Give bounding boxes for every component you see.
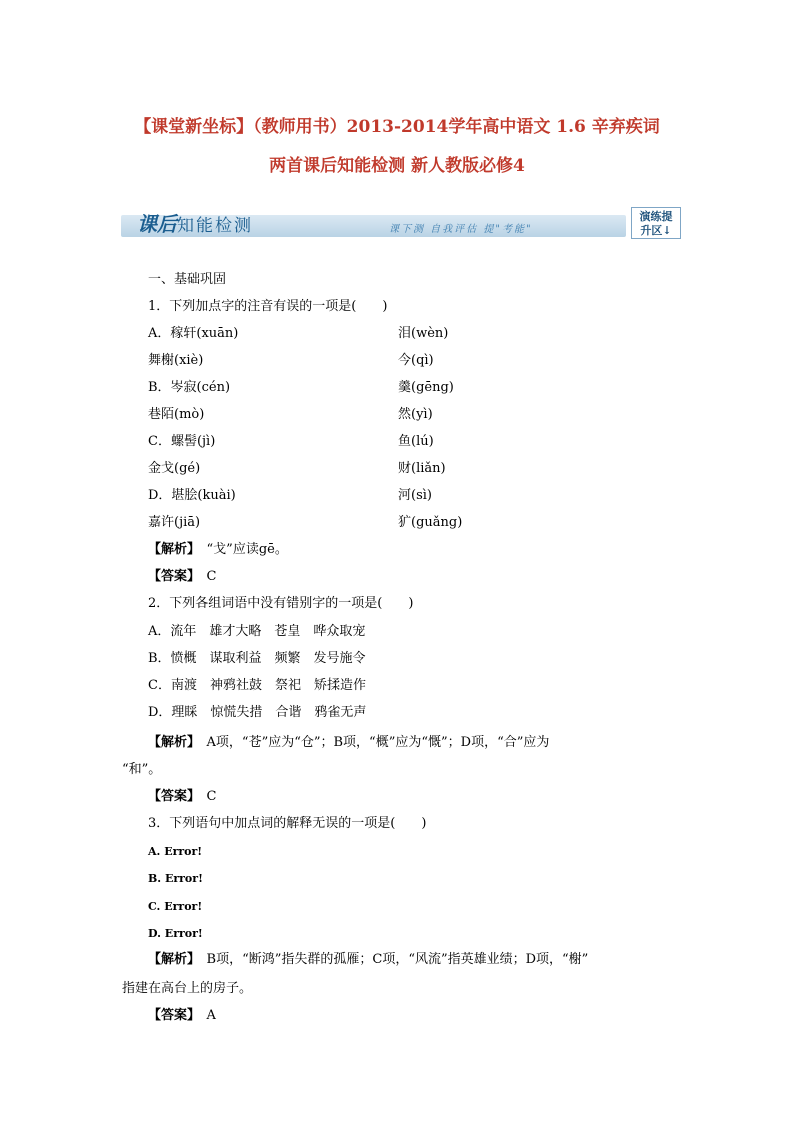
analysis-label: 【解析】 xyxy=(148,735,194,750)
analysis-label: 【解析】 xyxy=(148,542,194,557)
answer-value: A xyxy=(206,1008,216,1023)
q1-row-1-left: A．稼轩(xuān) xyxy=(148,326,239,341)
q2-option-c: C．南渡 神鸦社鼓 祭祀 矫揉造作 xyxy=(148,678,366,693)
answer-value: C xyxy=(206,789,217,804)
q3-analysis xyxy=(148,951,588,969)
q1-row-7-left: D．堪脍(kuài) xyxy=(148,488,236,503)
section-banner xyxy=(121,207,681,241)
banner-heading xyxy=(137,207,253,241)
document-title-line-1: 【课堂新坐标】（教师用书）2013-2014学年高中语文 1.6 辛弃疾词 xyxy=(134,117,660,137)
q2-answer xyxy=(148,788,216,806)
q3-answer xyxy=(148,1007,216,1025)
q1-row-3-right: 羹(gēng) xyxy=(398,380,454,395)
q2-stem: 2．下列各组词语中没有错别字的一项是( ) xyxy=(148,596,414,611)
answer-label: 【答案】 xyxy=(148,1008,194,1023)
q3-stem: 3．下列语句中加点词的解释无误的一项是( ) xyxy=(148,816,427,831)
banner-heading-big: 课后 xyxy=(137,212,177,236)
q1-row-4-right: 然(yì) xyxy=(398,407,433,422)
q1-row-5-right: 鱼(lú) xyxy=(398,434,434,449)
q1-stem: 1．下列加点字的注音有误的一项是( ) xyxy=(148,299,388,314)
banner-badge-line-2: 升区 xyxy=(640,224,663,237)
q2-option-b: B．愤概 谋取利益 频繁 发号施令 xyxy=(148,651,366,666)
q1-row-7-right: 河(sì) xyxy=(398,488,432,503)
analysis-text: A项，“苍”应为“仓”；B项，“概”应为“慨”；D项，“合”应为 xyxy=(206,735,550,750)
analysis-text: “戈”应读gē。 xyxy=(206,542,288,557)
q3-option-d: D. Error! xyxy=(148,927,203,940)
q1-row-8-left: 嘉许(jiā) xyxy=(148,515,201,530)
answer-value: C xyxy=(206,569,217,584)
banner-subtitle: 课下测 自我评估 提"考能" xyxy=(389,224,533,235)
q2-analysis xyxy=(148,734,549,752)
q2-option-a: A．流年 雄才大略 苍皇 哗众取宠 xyxy=(148,624,366,639)
q1-row-2-right: 今(qì) xyxy=(398,353,434,368)
analysis-label: 【解析】 xyxy=(148,952,194,967)
q1-row-2-left: 舞榭(xiè) xyxy=(148,353,204,368)
section-heading: 一、基础巩固 xyxy=(148,272,227,287)
q1-analysis xyxy=(148,541,288,559)
answer-label: 【答案】 xyxy=(148,569,194,584)
q1-row-1-right: 泪(wèn) xyxy=(398,326,449,341)
q3-option-c: C. Error! xyxy=(148,900,203,913)
q3-option-b: B. Error! xyxy=(148,872,203,885)
answer-label: 【答案】 xyxy=(148,789,194,804)
q1-row-5-left: C．螺髻(jì) xyxy=(148,434,216,449)
banner-badge xyxy=(631,207,681,239)
q1-row-4-left: 巷陌(mò) xyxy=(148,407,205,422)
banner-heading-small: 知能检测 xyxy=(177,216,253,236)
document-title-line-2: 两首课后知能检测 新人教版必修4 xyxy=(269,156,525,176)
q3-analysis-cont: 指建在高台上的房子。 xyxy=(122,981,253,996)
q2-analysis-cont: “和”。 xyxy=(122,762,162,777)
q2-option-d: D．理睬 惊慌失措 合谐 鸦雀无声 xyxy=(148,705,367,720)
q1-row-3-left: B．岑寂(cén) xyxy=(148,380,231,395)
q1-row-6-right: 财(liǎn) xyxy=(398,461,446,476)
banner-badge-line-1: 演练提 xyxy=(639,210,673,223)
q1-row-8-right: 犷(guǎng) xyxy=(398,515,463,530)
q1-row-6-left: 金戈(gé) xyxy=(148,461,201,476)
q1-answer xyxy=(148,568,216,586)
arrow-down-icon: ↓ xyxy=(662,224,672,237)
q3-option-a: A. Error! xyxy=(148,845,203,858)
analysis-text: B项，“断鸿”指失群的孤雁；C项，“风流”指英雄业绩；D项，“榭” xyxy=(206,952,589,967)
